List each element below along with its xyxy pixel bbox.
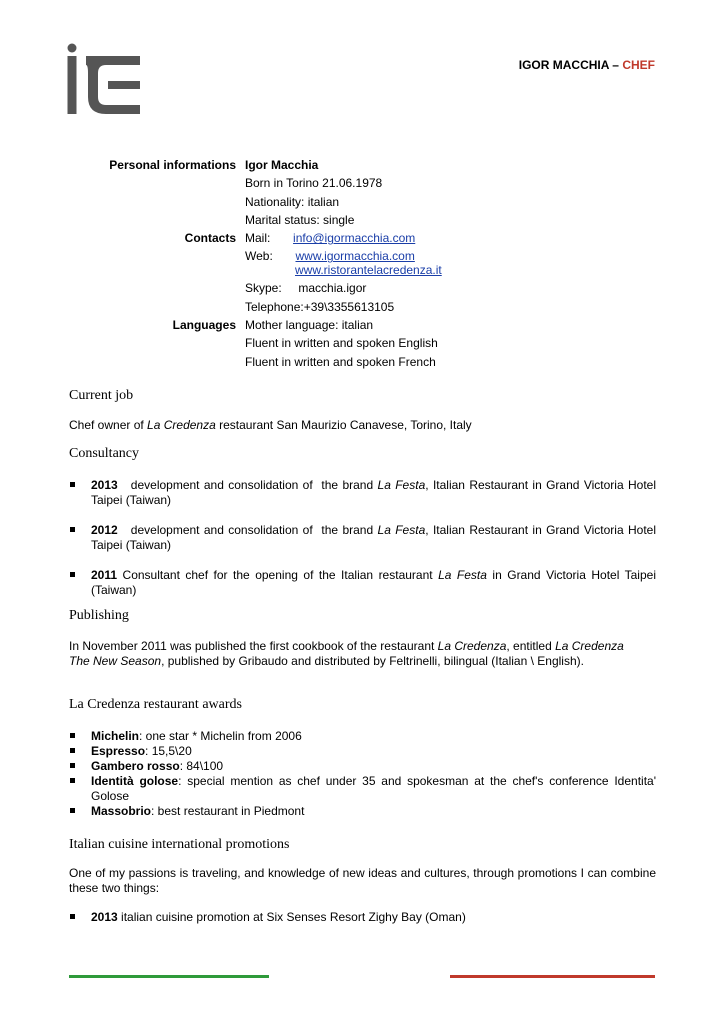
promotions-intro: One of my passions is traveling, and knowledge of new ideas and cultures, through promotions I can combine these two things: xyxy=(69,866,656,895)
personal-label: Personal informations xyxy=(109,158,236,172)
bullet-icon xyxy=(70,778,75,783)
mail-label: Mail: xyxy=(245,231,271,246)
footer-bar-red xyxy=(450,975,655,978)
current-job-heading: Current job xyxy=(69,388,134,403)
bullet-icon xyxy=(70,733,75,738)
web-link-1[interactable]: www.igormacchia.com xyxy=(295,249,415,264)
bullet-icon xyxy=(70,527,75,532)
bullet-icon xyxy=(70,763,75,768)
mother-language: Mother language: italian xyxy=(245,318,374,333)
marital-info: Marital status: single xyxy=(245,212,355,227)
bullet-icon xyxy=(70,808,75,813)
promotions-heading: Italian cuisine international promotions xyxy=(69,837,290,852)
skype-label: Skype: xyxy=(245,281,282,296)
bullet-icon xyxy=(70,572,75,577)
promotions-list xyxy=(69,910,656,925)
header-name xyxy=(519,58,655,72)
languages-label: Languages xyxy=(172,318,236,333)
publishing-heading: Publishing xyxy=(69,608,129,623)
web-link-2[interactable]: www.ristorantelacredenza.it xyxy=(295,263,442,278)
telephone-info: Telephone:+39\3355613105 xyxy=(245,299,395,314)
bullet-icon xyxy=(70,914,75,919)
contacts-label: Contacts xyxy=(184,231,236,246)
mail-link[interactable]: info@igormacchia.com xyxy=(293,231,416,246)
list-item: Identità golose: special mention as chef under 35 and spokesman at the chef's conference Identita' Golose xyxy=(69,774,656,804)
publishing-text: In November 2011 was published the first cookbook of the restaurant La Credenza, entitled La Credenza The New Season, published by Gribaudo and distributed by Feltrinelli, bilingual (Italian \ English). xyxy=(69,639,624,668)
list-item: Michelin: one star * Michelin from 2006 xyxy=(69,729,656,744)
french-language: Fluent in written and spoken French xyxy=(245,354,436,369)
awards-heading: La Credenza restaurant awards xyxy=(69,697,242,712)
list-item: 2013 italian cuisine promotion at Six Senses Resort Zighy Bay (Oman) xyxy=(69,910,656,925)
list-item: 2013 development and consolidation of the brand La Festa, Italian Restaurant in Grand Victoria Hotel Taipei (Taiwan) xyxy=(69,478,656,508)
restaurant-name: La Credenza xyxy=(147,418,216,432)
english-language: Fluent in written and spoken English xyxy=(245,336,438,351)
footer-bar-green xyxy=(69,975,269,978)
bullet-icon xyxy=(70,482,75,487)
header-role: CHEF xyxy=(622,58,655,72)
list-item: Espresso: 15,5\20 xyxy=(69,744,656,759)
list-item: 2012 development and consolidation of the brand La Festa, Italian Restaurant in Grand Victoria Hotel Taipei (Taiwan) xyxy=(69,523,656,553)
awards-list xyxy=(69,729,656,819)
consultancy-heading: Consultancy xyxy=(69,446,139,461)
nationality-info: Nationality: italian xyxy=(245,194,340,209)
info-table xyxy=(69,156,656,371)
web-label: Web: xyxy=(245,249,273,264)
ie-monogram-logo xyxy=(66,42,142,118)
bullet-icon xyxy=(70,748,75,753)
list-item: 2011 Consultant chef for the opening of the Italian restaurant La Festa in Grand Victoria Hotel Taipei (Taiwan) xyxy=(69,568,656,598)
birth-info: Born in Torino 21.06.1978 xyxy=(245,176,383,191)
person-name: Igor Macchia xyxy=(245,158,319,172)
consultancy-list xyxy=(69,478,656,598)
header-person: IGOR MACCHIA – xyxy=(518,58,619,72)
list-item: Massobrio: best restaurant in Piedmont xyxy=(69,804,656,819)
current-job-text: Chef owner of La Credenza restaurant San Maurizio Canavese, Torino, Italy xyxy=(69,418,472,432)
skype-id: macchia.igor xyxy=(298,281,367,296)
list-item: Gambero rosso: 84\100 xyxy=(69,759,656,774)
